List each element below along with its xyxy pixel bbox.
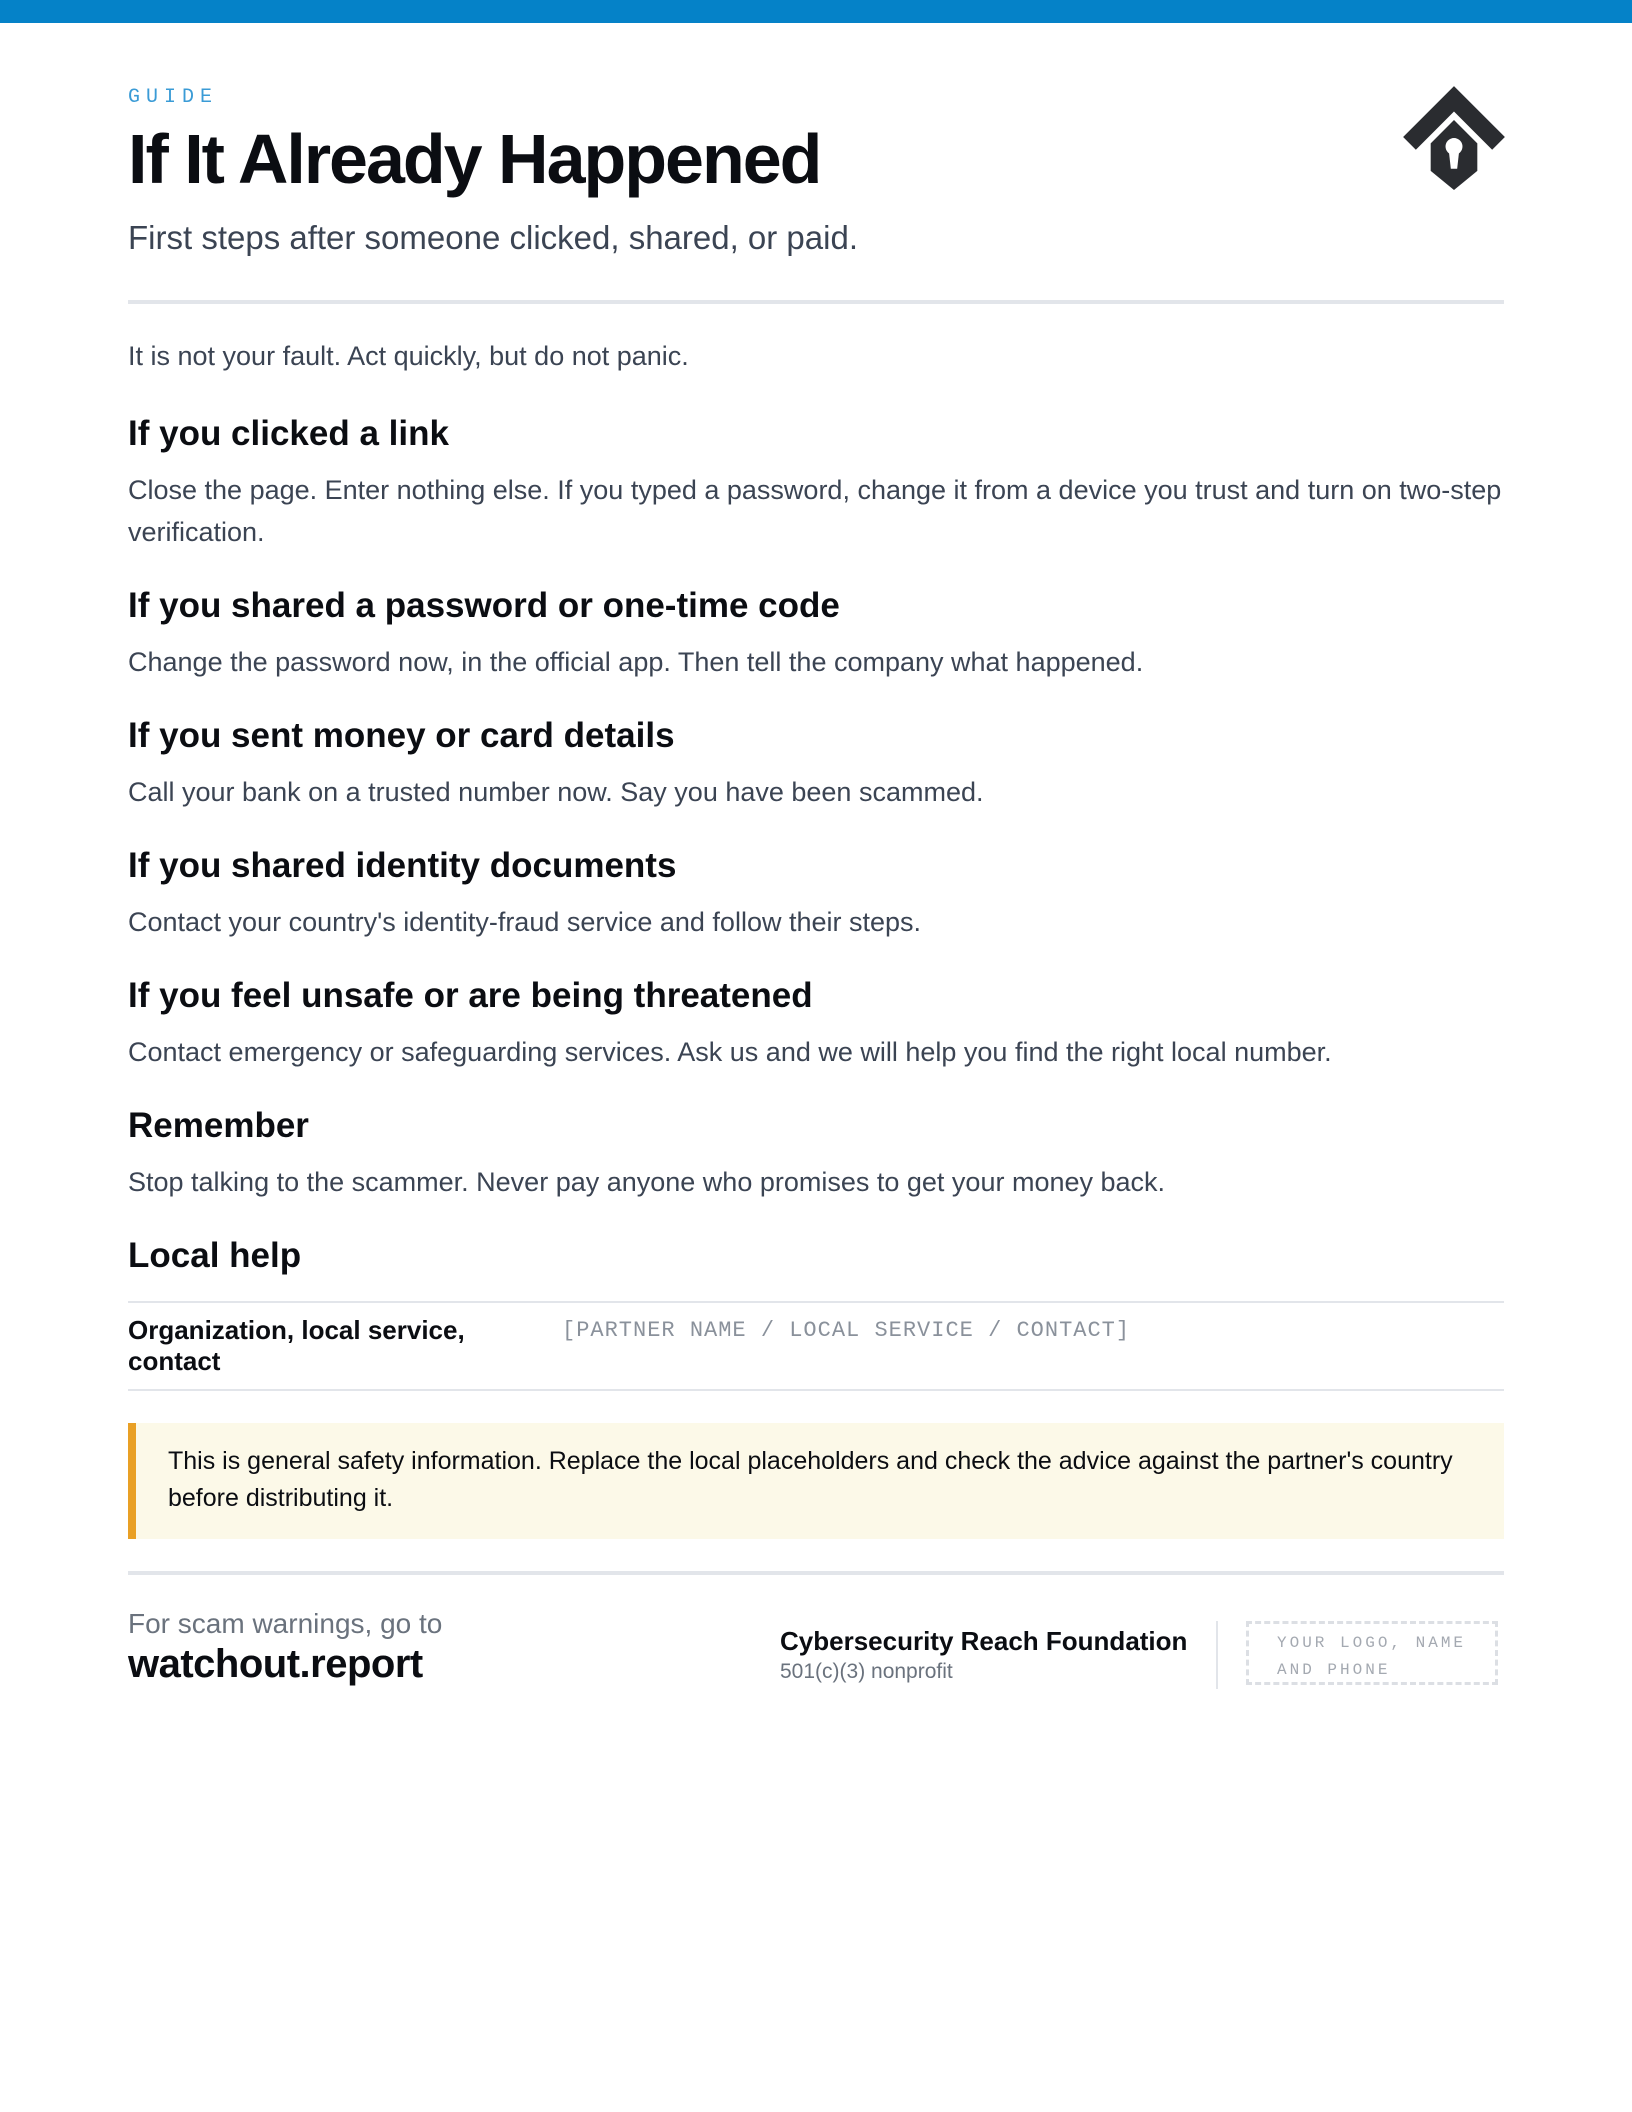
- section-body: Contact your country's identity-fraud service and follow their steps.: [128, 907, 922, 937]
- organization-name: Cybersecurity Reach Foundation: [780, 1626, 1188, 1656]
- section-body: Stop talking to the scammer. Never pay anyone who promises to get your money back.: [128, 1167, 1166, 1197]
- page-footer: [128, 1575, 1504, 1685]
- section-body: Contact emergency or safeguarding services. Ask us and we will help you find the right local number.: [128, 1037, 1332, 1067]
- organization-type: 501(c)(3) nonprofit: [780, 1660, 953, 1683]
- section-heading: Remember: [128, 1106, 309, 1145]
- footer-vertical-divider: [1216, 1621, 1218, 1689]
- section-heading: If you shared identity documents: [128, 846, 677, 885]
- eyebrow-label: GUIDE: [128, 86, 219, 109]
- section-clicked-link: [128, 409, 1504, 553]
- local-help-heading: Local help: [128, 1236, 302, 1275]
- page-title: If It Already Happened: [128, 120, 821, 198]
- section-sent-money: [128, 711, 1504, 813]
- section-heading: If you sent money or card details: [128, 716, 675, 755]
- header-divider: [128, 300, 1504, 304]
- section-feel-unsafe: [128, 971, 1504, 1073]
- section-shared-password: [128, 581, 1504, 683]
- disclaimer-notice: This is general safety information. Replace the local placeholders and check the advice against the partner's country before distributing it.: [128, 1423, 1504, 1539]
- partner-logo-placeholder: YOUR LOGO, NAME AND PHONE: [1246, 1621, 1498, 1685]
- section-body: Close the page. Enter nothing else. If you typed a password, change it from a device you trust and turn on two-step verification.: [128, 475, 1502, 547]
- section-heading: If you feel unsafe or are being threatened: [128, 976, 813, 1015]
- page-subtitle: First steps after someone clicked, shared, or paid.: [128, 219, 858, 256]
- section-identity-documents: [128, 841, 1504, 943]
- section-heading: If you clicked a link: [128, 414, 449, 453]
- shield-lock-logo-icon: [1401, 84, 1507, 190]
- footer-website-link[interactable]: watchout.report: [128, 1642, 423, 1686]
- footer-prompt: For scam warnings, go to: [128, 1608, 443, 1639]
- section-body: Change the password now, in the official app. Then tell the company what happened.: [128, 647, 1144, 677]
- top-accent-bar: [0, 0, 1632, 23]
- local-help-table: [128, 1301, 1504, 1391]
- local-help-placeholder: [PARTNER NAME / LOCAL SERVICE / CONTACT]: [562, 1318, 1131, 1343]
- section-remember: [128, 1101, 1504, 1203]
- section-body: Call your bank on a trusted number now. Say you have been scammed.: [128, 777, 984, 807]
- local-help-label: Organization, local service, contact: [128, 1315, 465, 1376]
- guide-content: [128, 335, 1504, 1685]
- intro-text: It is not your fault. Act quickly, but do not panic.: [128, 341, 689, 371]
- section-heading: If you shared a password or one-time code: [128, 586, 840, 625]
